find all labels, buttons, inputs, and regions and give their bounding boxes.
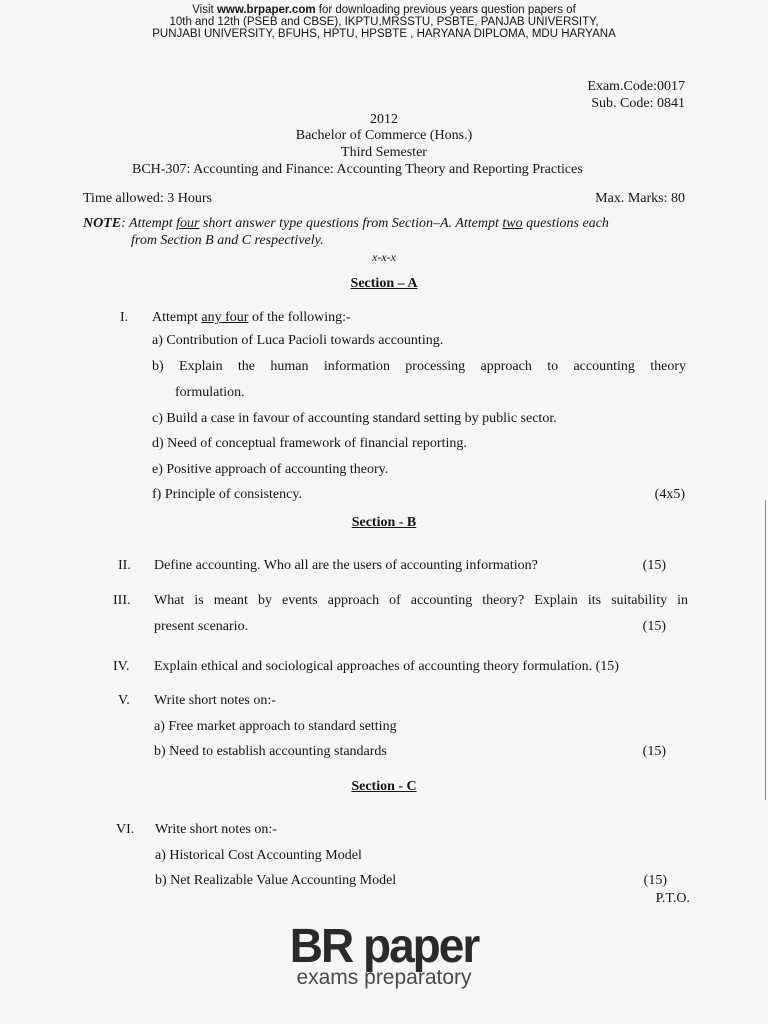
paper-title: BCH-307: Accounting and Finance: Accounting Theory and Reporting Practices (132, 162, 583, 177)
time-allowed: Time allowed: 3 Hours (83, 191, 212, 206)
question-number: V. (118, 693, 130, 708)
section-a-title: Section – A (350, 276, 418, 291)
exam-year: 2012 (370, 112, 398, 127)
marks-label: (15) (643, 873, 667, 888)
note-line-2: from Section B and C respectively. (131, 233, 324, 248)
note-line-1: NOTE: Attempt four short answer type questions from Section–A. Attempt two questions each (83, 216, 609, 231)
question-text: What is meant by events approach of accounting theory? Explain its suitability in (154, 593, 688, 608)
brand-logo: BR paper (289, 917, 479, 973)
marks-label: (4x5) (654, 487, 685, 502)
list-item: a) Historical Cost Accounting Model (155, 848, 362, 863)
question-text: Write short notes on:- (154, 693, 276, 708)
brand-tagline: exams preparatory (296, 966, 472, 989)
question-number: VI. (116, 822, 135, 837)
marks-label: (15) (642, 619, 666, 634)
question-text: Define accounting. Who all are the users of accounting information? (154, 558, 538, 573)
list-item: e) Positive approach of accounting theory. (152, 462, 389, 477)
sub-code: Sub. Code: 0841 (591, 96, 685, 111)
question-number: IV. (113, 659, 130, 674)
section-c-title: Section - C (351, 779, 417, 794)
question-number: III. (113, 593, 131, 608)
pto-label: P.T.O. (655, 891, 690, 906)
list-item: c) Build a case in favour of accounting standard setting by public sector. (152, 411, 557, 426)
semester-title: Third Semester (341, 145, 427, 160)
question-number: II. (118, 558, 131, 573)
max-marks: Max. Marks: 80 (595, 191, 685, 206)
list-item: a) Contribution of Luca Pacioli towards accounting. (152, 333, 444, 348)
site-link[interactable]: www.brpaper.com (216, 4, 316, 16)
question-text: Explain ethical and sociological approaches of accounting theory formulation. (15) (154, 659, 619, 674)
question-text-continued: present scenario. (154, 619, 249, 634)
list-item: f) Principle of consistency. (152, 487, 302, 502)
scan-edge-line (765, 500, 766, 800)
list-item: b) Need to establish accounting standards (154, 744, 387, 759)
question-text: Attempt any four of the following:- (152, 310, 351, 325)
degree-title: Bachelor of Commerce (Hons.) (295, 128, 473, 143)
list-item: d) Need of conceptual framework of financial reporting. (152, 436, 467, 451)
question-number: I. (120, 310, 129, 325)
list-item: b) Net Realizable Value Accounting Model (155, 873, 397, 888)
list-item: b) Explain the human information processing approach to accounting theory (152, 359, 686, 374)
exam-code: Exam.Code:0017 (587, 79, 685, 94)
marks-label: (15) (642, 744, 666, 759)
question-text: Write short notes on:- (155, 822, 277, 837)
marks-label: (15) (642, 558, 666, 573)
banner-line-1: Visit www.brpaper.com for downloading previous years question papers of (192, 4, 576, 16)
section-b-title: Section - B (351, 515, 417, 530)
list-item-continued: formulation. (175, 385, 245, 400)
separator: x-x-x (372, 250, 396, 264)
banner-line-3: PUNJABI UNIVERSITY, BFUHS, HPTU, HPSBTE , HARYANA DIPLOMA, MDU HARYANA (152, 28, 616, 40)
list-item: a) Free market approach to standard setting (154, 719, 397, 734)
banner-line-2: 10th and 12th (PSEB and CBSE), IKPTU,MRSSTU, PSBTE, PANJAB UNIVERSITY, (169, 16, 599, 28)
